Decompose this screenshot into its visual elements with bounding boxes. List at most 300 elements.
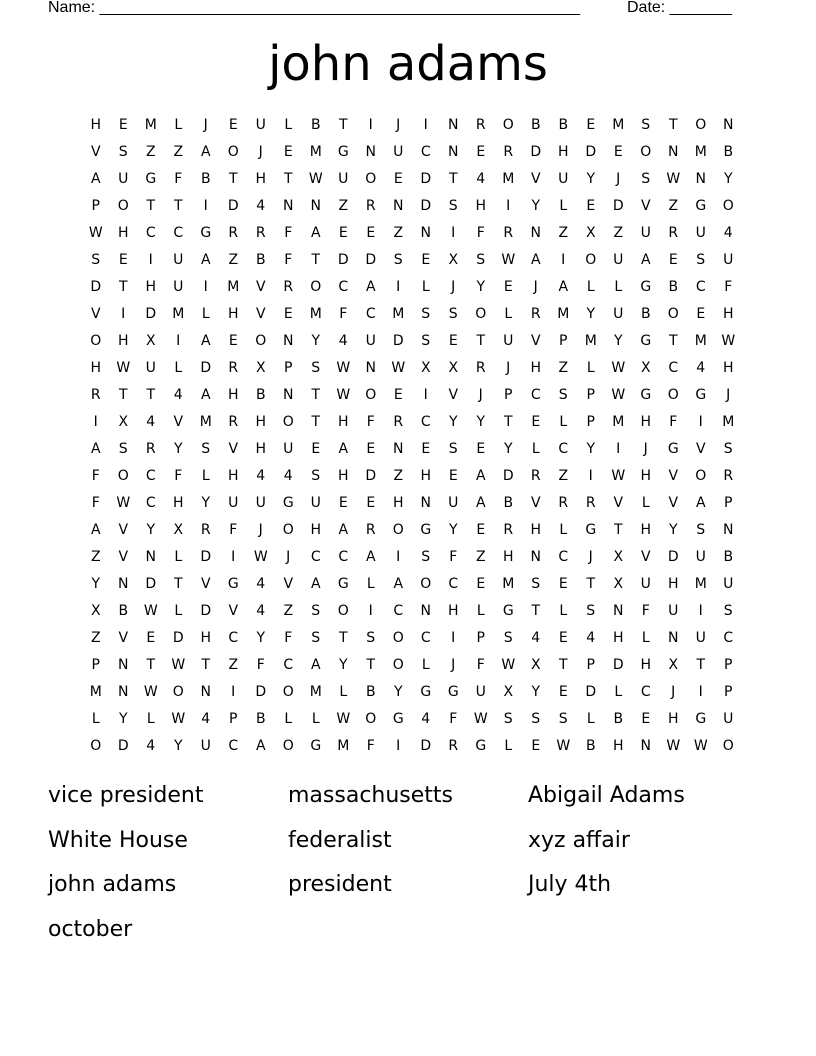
grid-letter: T: [448, 171, 458, 187]
grid-letter: H: [640, 522, 652, 538]
grid-letter: Z: [393, 225, 404, 241]
grid-letter: T: [668, 333, 678, 349]
grid-letter: L: [476, 603, 485, 619]
grid-letter: G: [640, 279, 652, 295]
grid-letter: D: [145, 576, 157, 592]
grid-letter: W: [473, 711, 488, 727]
grid-letter: B: [668, 279, 679, 295]
grid-letter: N: [393, 441, 404, 457]
grid-letter: 4: [531, 630, 541, 646]
grid-letter: N: [723, 117, 734, 133]
grid-letter: E: [531, 414, 541, 430]
grid-letter: E: [421, 441, 431, 457]
grid-letter: W: [171, 657, 186, 673]
grid-letter: O: [255, 333, 267, 349]
grid-letter: R: [228, 360, 239, 376]
grid-letter: C: [310, 549, 321, 565]
grid-row: [82, 436, 742, 463]
grid-letter: B: [640, 306, 651, 322]
grid-letter: R: [558, 495, 569, 511]
grid-letter: E: [558, 684, 568, 700]
grid-letter: Y: [256, 630, 266, 646]
grid-letter: T: [366, 657, 376, 673]
grid-letter: I: [451, 630, 456, 646]
grid-letter: U: [173, 279, 184, 295]
grid-letter: B: [365, 684, 376, 700]
grid-letter: W: [693, 738, 708, 754]
grid-letter: U: [695, 549, 706, 565]
grid-letter: O: [172, 684, 184, 700]
grid-letter: T: [531, 603, 541, 619]
grid-letter: C: [228, 630, 239, 646]
grid-letter: F: [724, 279, 733, 295]
grid-letter: S: [311, 603, 321, 619]
grid-letter: X: [503, 684, 514, 700]
grid-letter: W: [611, 387, 626, 403]
grid-letter: P: [476, 630, 485, 646]
grid-letter: E: [476, 576, 486, 592]
grid-letter: O: [640, 144, 652, 160]
grid-letter: E: [146, 630, 156, 646]
grid-letter: W: [501, 657, 516, 673]
grid-letter: S: [558, 387, 568, 403]
grid-letter: C: [558, 441, 569, 457]
grid-letter: R: [503, 225, 514, 241]
grid-letter: X: [448, 360, 459, 376]
grid-letter: O: [282, 738, 294, 754]
grid-letter: Z: [173, 144, 184, 160]
grid-letter: U: [723, 576, 734, 592]
grid-letter: R: [255, 225, 266, 241]
grid-letter: E: [338, 225, 348, 241]
grid-letter: O: [722, 198, 734, 214]
grid-letter: O: [117, 198, 129, 214]
grid-letter: U: [668, 603, 679, 619]
grid-letter: Z: [90, 549, 101, 565]
grid-letter: J: [506, 360, 511, 376]
word-list-item: vice president: [48, 783, 204, 808]
grid-letter: V: [200, 576, 211, 592]
grid-letter: J: [533, 279, 538, 295]
grid-letter: S: [503, 711, 513, 727]
grid-letter: C: [228, 738, 239, 754]
grid-letter: U: [310, 495, 321, 511]
grid-letter: R: [530, 468, 541, 484]
grid-letter: E: [641, 711, 651, 727]
grid-letter: L: [614, 279, 623, 295]
grid-letter: G: [420, 684, 432, 700]
grid-letter: Z: [558, 225, 569, 241]
grid-letter: L: [339, 684, 348, 700]
grid-letter: E: [586, 198, 596, 214]
grid-letter: R: [90, 387, 101, 403]
grid-letter: C: [640, 684, 651, 700]
grid-letter: J: [643, 441, 648, 457]
grid-letter: I: [588, 468, 593, 484]
grid-letter: U: [475, 684, 486, 700]
grid-letter: 4: [256, 198, 266, 214]
grid-letter: H: [722, 360, 734, 376]
grid-letter: S: [696, 522, 706, 538]
grid-letter: W: [308, 171, 323, 187]
grid-letter: O: [722, 738, 734, 754]
grid-letter: M: [392, 306, 405, 322]
grid-letter: A: [90, 441, 101, 457]
grid-letter: O: [420, 576, 432, 592]
grid-letter: Y: [448, 414, 458, 430]
grid-letter: D: [145, 306, 157, 322]
grid-letter: O: [365, 387, 377, 403]
grid-letter: Z: [668, 198, 679, 214]
grid-letter: O: [282, 684, 294, 700]
grid-letter: V: [228, 441, 239, 457]
grid-letter: N: [723, 522, 734, 538]
grid-letter: N: [283, 387, 294, 403]
grid-row: [82, 382, 742, 409]
grid-letter: L: [559, 414, 568, 430]
grid-row: [82, 166, 742, 193]
grid-letter: W: [171, 711, 186, 727]
grid-letter: W: [336, 360, 351, 376]
grid-letter: V: [613, 495, 624, 511]
grid-letter: C: [393, 603, 404, 619]
grid-letter: H: [310, 522, 322, 538]
grid-letter: Y: [586, 171, 596, 187]
grid-letter: S: [723, 603, 733, 619]
grid-letter: W: [501, 252, 516, 268]
word-list-item: october: [48, 916, 133, 942]
grid-letter: G: [640, 333, 652, 349]
grid-letter: V: [530, 333, 541, 349]
grid-letter: R: [228, 414, 239, 430]
grid-letter: F: [449, 549, 458, 565]
grid-letter: Y: [613, 333, 623, 349]
grid-row: [82, 193, 742, 220]
grid-letter: P: [586, 657, 595, 673]
grid-letter: I: [423, 117, 428, 133]
grid-letter: U: [613, 306, 624, 322]
grid-letter: Y: [173, 441, 183, 457]
grid-letter: F: [449, 711, 458, 727]
grid-row: [82, 463, 742, 490]
grid-letter: W: [666, 738, 681, 754]
grid-letter: Y: [146, 522, 156, 538]
grid-letter: T: [668, 117, 678, 133]
grid-letter: B: [200, 171, 211, 187]
grid-letter: A: [640, 252, 651, 268]
grid-letter: R: [145, 441, 156, 457]
grid-row: [82, 544, 742, 571]
grid-letter: A: [365, 279, 376, 295]
grid-letter: W: [116, 360, 131, 376]
grid-row: [82, 706, 742, 733]
grid-letter: T: [146, 657, 156, 673]
grid-letter: J: [451, 657, 456, 673]
grid-letter: 4: [146, 738, 156, 754]
grid-letter: L: [641, 630, 650, 646]
grid-letter: H: [667, 711, 679, 727]
grid-letter: U: [283, 441, 294, 457]
grid-letter: E: [558, 630, 568, 646]
grid-letter: P: [724, 495, 733, 511]
grid-letter: C: [558, 549, 569, 565]
grid-letter: E: [531, 738, 541, 754]
word-list: [48, 774, 768, 952]
grid-row: [82, 274, 742, 301]
grid-letter: D: [585, 684, 597, 700]
grid-letter: D: [420, 738, 432, 754]
grid-letter: F: [476, 657, 485, 673]
grid-letter: I: [506, 198, 511, 214]
grid-letter: U: [503, 333, 514, 349]
grid-letter: C: [695, 279, 706, 295]
grid-letter: U: [558, 171, 569, 187]
grid-letter: E: [228, 333, 238, 349]
grid-letter: I: [396, 279, 401, 295]
grid-letter: V: [255, 279, 266, 295]
grid-letter: M: [227, 279, 240, 295]
grid-letter: H: [722, 306, 734, 322]
grid-letter: T: [283, 171, 293, 187]
grid-letter: E: [558, 576, 568, 592]
grid-letter: X: [585, 225, 596, 241]
grid-letter: H: [392, 495, 404, 511]
grid-letter: U: [118, 171, 129, 187]
grid-letter: R: [283, 279, 294, 295]
word-list-item: john adams: [48, 872, 177, 897]
grid-letter: J: [286, 549, 291, 565]
grid-letter: T: [173, 198, 183, 214]
grid-letter: V: [118, 549, 129, 565]
grid-letter: H: [420, 468, 432, 484]
word-list-item: July 4th: [528, 872, 612, 897]
grid-letter: 4: [146, 414, 156, 430]
grid-letter: E: [448, 333, 458, 349]
grid-letter: D: [90, 279, 102, 295]
grid-letter: T: [118, 387, 128, 403]
grid-letter: M: [502, 171, 515, 187]
grid-letter: F: [284, 630, 293, 646]
grid-letter: B: [723, 549, 734, 565]
grid-letter: M: [309, 684, 322, 700]
grid-letter: Y: [448, 522, 458, 538]
grid-letter: Y: [586, 306, 596, 322]
grid-letter: 4: [201, 711, 211, 727]
grid-letter: N: [118, 576, 129, 592]
grid-letter: C: [338, 549, 349, 565]
grid-letter: V: [640, 549, 651, 565]
grid-letter: I: [698, 684, 703, 700]
grid-letter: L: [641, 495, 650, 511]
grid-letter: 4: [338, 333, 348, 349]
grid-letter: F: [284, 225, 293, 241]
grid-letter: G: [502, 603, 514, 619]
grid-letter: P: [724, 684, 733, 700]
grid-letter: E: [696, 306, 706, 322]
grid-letter: C: [145, 495, 156, 511]
grid-letter: G: [420, 522, 432, 538]
grid-letter: H: [667, 576, 679, 592]
grid-letter: R: [503, 144, 514, 160]
grid-letter: 4: [256, 576, 266, 592]
grid-letter: D: [585, 144, 597, 160]
grid-letter: L: [284, 711, 293, 727]
grid-letter: E: [366, 441, 376, 457]
grid-letter: G: [640, 387, 652, 403]
grid-letter: B: [255, 711, 266, 727]
grid-letter: 4: [256, 468, 266, 484]
grid-letter: X: [613, 549, 624, 565]
grid-letter: N: [420, 495, 431, 511]
grid-letter: I: [423, 387, 428, 403]
grid-row: [82, 517, 742, 544]
grid-letter: E: [366, 495, 376, 511]
grid-letter: U: [173, 252, 184, 268]
grid-letter: O: [227, 144, 239, 160]
grid-letter: Y: [311, 333, 321, 349]
grid-letter: H: [172, 495, 184, 511]
grid-letter: Y: [476, 414, 486, 430]
grid-letter: P: [724, 657, 733, 673]
grid-letter: O: [667, 306, 679, 322]
grid-letter: 4: [256, 603, 266, 619]
grid-letter: I: [616, 441, 621, 457]
grid-letter: Z: [558, 360, 569, 376]
grid-letter: P: [229, 711, 238, 727]
grid-letter: N: [420, 603, 431, 619]
grid-letter: S: [201, 441, 211, 457]
grid-letter: H: [227, 306, 239, 322]
grid-letter: H: [640, 414, 652, 430]
grid-letter: B: [558, 117, 569, 133]
grid-letter: S: [311, 360, 321, 376]
grid-letter: N: [530, 549, 541, 565]
grid-letter: Z: [613, 225, 624, 241]
grid-letter: C: [420, 630, 431, 646]
grid-letter: A: [558, 279, 569, 295]
grid-letter: R: [530, 306, 541, 322]
grid-letter: D: [502, 468, 514, 484]
grid-letter: L: [146, 711, 155, 727]
grid-row: [82, 112, 742, 139]
grid-letter: U: [145, 360, 156, 376]
grid-letter: U: [448, 495, 459, 511]
puzzle-title: john adams: [268, 36, 548, 92]
grid-letter: B: [255, 387, 266, 403]
grid-letter: S: [366, 630, 376, 646]
grid-letter: S: [118, 144, 128, 160]
grid-letter: W: [88, 225, 103, 241]
grid-letter: L: [421, 279, 430, 295]
grid-letter: S: [448, 306, 458, 322]
grid-letter: A: [310, 657, 321, 673]
grid-letter: H: [90, 117, 102, 133]
grid-letter: V: [90, 144, 101, 160]
grid-letter: J: [671, 684, 676, 700]
grid-letter: I: [203, 198, 208, 214]
grid-letter: Z: [145, 144, 156, 160]
grid-letter: G: [145, 171, 157, 187]
grid-letter: H: [502, 549, 514, 565]
grid-letter: D: [337, 252, 349, 268]
grid-letter: A: [695, 495, 706, 511]
grid-letter: E: [421, 252, 431, 268]
grid-letter: R: [228, 225, 239, 241]
grid-row: [82, 571, 742, 598]
grid-letter: 4: [421, 711, 431, 727]
grid-letter: E: [366, 225, 376, 241]
grid-letter: W: [336, 711, 351, 727]
grid-letter: W: [116, 495, 131, 511]
grid-letter: H: [557, 144, 569, 160]
grid-row: [82, 625, 742, 652]
word-list-item: president: [288, 872, 392, 897]
grid-letter: U: [723, 711, 734, 727]
grid-letter: S: [531, 711, 541, 727]
grid-letter: X: [613, 576, 624, 592]
grid-letter: L: [559, 603, 568, 619]
grid-letter: S: [531, 576, 541, 592]
grid-letter: T: [586, 576, 596, 592]
grid-letter: B: [613, 711, 624, 727]
word-list-item: federalist: [288, 827, 392, 853]
grid-letter: 4: [476, 171, 486, 187]
grid-letter: N: [145, 549, 156, 565]
grid-letter: W: [611, 468, 626, 484]
grid-letter: D: [172, 630, 184, 646]
grid-letter: J: [203, 117, 208, 133]
grid-letter: G: [695, 198, 707, 214]
grid-letter: N: [613, 603, 624, 619]
grid-letter: F: [476, 225, 485, 241]
grid-letter: O: [695, 117, 707, 133]
grid-letter: N: [283, 198, 294, 214]
grid-letter: Y: [173, 738, 183, 754]
grid-letter: X: [145, 333, 156, 349]
grid-letter: Z: [393, 468, 404, 484]
word-list-item: xyz affair: [528, 827, 630, 853]
grid-letter: Z: [558, 468, 569, 484]
grid-letter: U: [695, 225, 706, 241]
grid-letter: L: [201, 306, 210, 322]
grid-letter: L: [531, 441, 540, 457]
grid-row: [82, 247, 742, 274]
grid-letter: W: [666, 171, 681, 187]
grid-letter: E: [503, 279, 513, 295]
grid-letter: V: [640, 198, 651, 214]
grid-letter: D: [117, 738, 129, 754]
grid-letter: A: [475, 495, 486, 511]
grid-letter: A: [200, 333, 211, 349]
grid-letter: H: [255, 171, 267, 187]
grid-letter: R: [393, 414, 404, 430]
grid-letter: Y: [91, 576, 101, 592]
grid-letter: J: [451, 279, 456, 295]
grid-letter: O: [90, 738, 102, 754]
grid-letter: V: [695, 441, 706, 457]
grid-letter: S: [641, 117, 651, 133]
grid-letter: I: [203, 279, 208, 295]
grid-letter: L: [201, 468, 210, 484]
grid-letter: 4: [586, 630, 596, 646]
grid-letter: S: [448, 198, 458, 214]
grid-letter: H: [337, 414, 349, 430]
grid-letter: R: [365, 198, 376, 214]
grid-letter: O: [337, 603, 349, 619]
grid-letter: S: [311, 468, 321, 484]
grid-letter: R: [503, 522, 514, 538]
grid-letter: E: [613, 144, 623, 160]
